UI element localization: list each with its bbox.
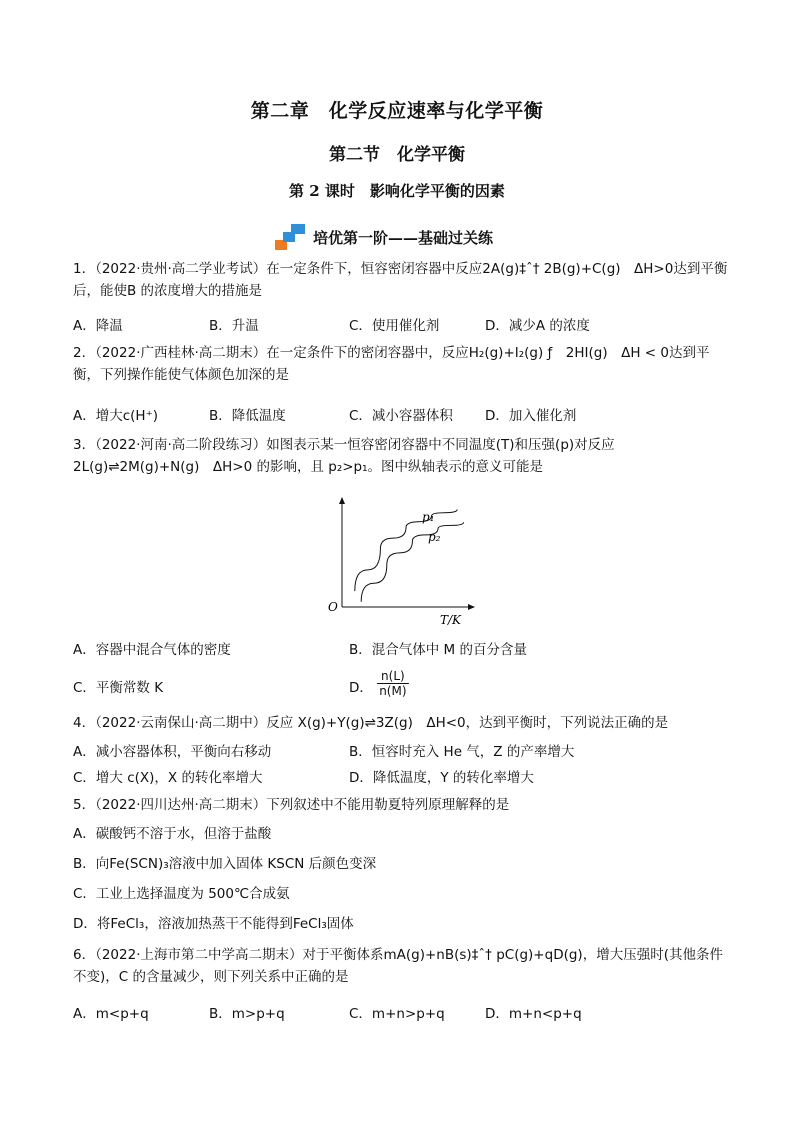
option-d bbox=[349, 668, 409, 698]
option-d: D．m+n<p+q bbox=[485, 1006, 582, 1022]
option-c: C．增大 c(X)，X 的转化率增大 bbox=[73, 770, 263, 786]
option-b: B．升温 bbox=[209, 318, 259, 334]
question-2: 2．（2022·广西桂林·高二期末）在一定条件下的密闭容器中，反应H₂(g)+I₂(g) ƒ 2HI(g) ΔH < 0达到平衡，下列操作能使气体颜色加深的是 bbox=[73, 345, 710, 383]
y-axis-arrow bbox=[339, 497, 345, 504]
question-3: 3．（2022·河南·高二阶段练习）如图表示某一恒容密闭容器中不同温度(T)和压强(p)对反应2L(g)⇌2M(g)+N(g) ΔH>0 的影响，且 p₂>p₁。图中纵轴表示的意义可能是 bbox=[73, 437, 615, 475]
section-title: 第二节 化学平衡 bbox=[329, 145, 465, 165]
series-label-p1: p₁ bbox=[422, 510, 435, 524]
fraction-numerator: n(L) bbox=[377, 669, 408, 684]
origin-label: O bbox=[328, 600, 338, 614]
option-c: C．平衡常数 K bbox=[73, 680, 164, 696]
option-b: B．恒容时充入 He 气，Z 的产率增大 bbox=[349, 744, 575, 760]
question-5: 5．（2022·四川达州·高二期末）下列叙述中不能用勒夏特列原理解释的是 bbox=[73, 797, 510, 813]
pressure-temperature-chart bbox=[320, 495, 480, 630]
series-label-p2: p₂ bbox=[428, 530, 441, 544]
option-c: C．减小容器体积 bbox=[349, 408, 453, 424]
option-a: A．m<p+q bbox=[73, 1006, 149, 1022]
option-c: C．m+n>p+q bbox=[349, 1006, 445, 1022]
fraction-denominator: n(M) bbox=[379, 683, 407, 698]
option-d-fraction bbox=[377, 669, 408, 698]
option-a: A．容器中混合气体的密度 bbox=[73, 642, 231, 658]
option-b: B．混合气体中 M 的百分含量 bbox=[349, 642, 527, 658]
question-4: 4．（2022·云南保山·高二期中）反应 X(g)+Y(g)⇌3Z(g) ΔH<0，达到平衡时，下列说法正确的是 bbox=[73, 715, 669, 731]
option-b: B．向Fe(SCN)₃溶液中加入固体 KSCN 后颜色变深 bbox=[73, 856, 377, 872]
x-axis-label: T/K bbox=[440, 613, 462, 627]
option-d: D．将FeCl₃，溶液加热蒸干不能得到FeCl₃固体 bbox=[73, 916, 354, 932]
option-a: A．降温 bbox=[73, 318, 123, 334]
curve-p2 bbox=[361, 522, 463, 602]
option-a: A．减小容器体积，平衡向右移动 bbox=[73, 744, 272, 760]
lesson-title: 第 2 课时 影响化学平衡的因素 bbox=[289, 182, 505, 200]
option-a: A．增大c(H⁺) bbox=[73, 408, 158, 424]
chapter-title: 第二章 化学反应速率与化学平衡 bbox=[250, 100, 544, 122]
option-b: B．降低温度 bbox=[209, 408, 286, 424]
option-b: B．m>p+q bbox=[209, 1006, 285, 1022]
option-d: D．减少A 的浓度 bbox=[485, 318, 590, 334]
banner-text: 培优第一阶——基础过关练 bbox=[313, 228, 494, 247]
x-axis-arrow bbox=[468, 604, 475, 610]
option-d-label: D． bbox=[349, 680, 373, 696]
level-banner bbox=[275, 222, 493, 252]
option-c: C．工业上选择温度为 500℃合成氨 bbox=[73, 886, 290, 902]
option-d: D．加入催化剂 bbox=[485, 408, 577, 424]
question-1: 1．（2022·贵州·高二学业考试）在一定条件下，恒容密闭容器中反应2A(g)‡ˆ† 2B(g)+C(g) ΔH>0达到平衡后，能使B 的浓度增大的措施是 bbox=[73, 261, 728, 299]
question-6: 6．（2022·上海市第二中学高二期末）对于平衡体系mA(g)+nB(s)‡ˆ† pC(g)+qD(g)，增大压强时(其他条件不变)，C 的含量减少，则下列关系中正确的是 bbox=[73, 947, 723, 985]
option-d: D．降低温度，Y 的转化率增大 bbox=[349, 770, 534, 786]
stairs-icon bbox=[275, 222, 307, 252]
curve-p1 bbox=[355, 510, 457, 592]
option-a: A．碳酸钙不溶于水，但溶于盐酸 bbox=[73, 826, 272, 842]
option-c: C．使用催化剂 bbox=[349, 318, 440, 334]
